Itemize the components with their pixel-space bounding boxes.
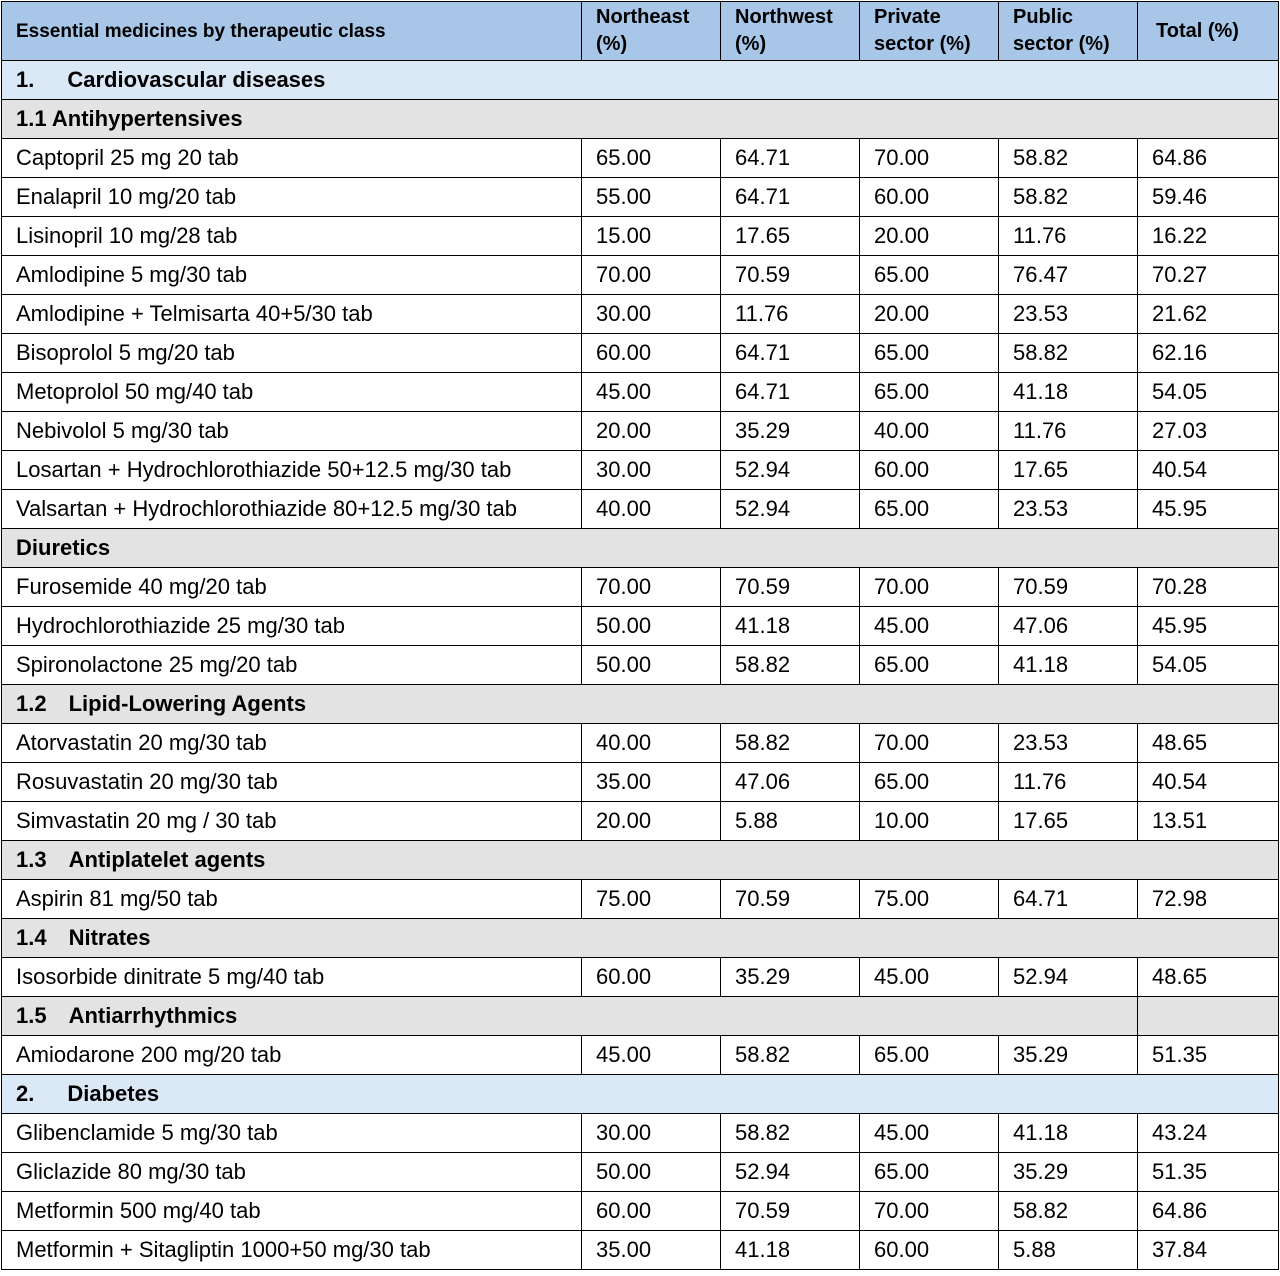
subsection-label: 1.1 Antihypertensives xyxy=(2,100,1279,139)
northwest-value: 17.65 xyxy=(721,217,860,256)
total-value: 43.24 xyxy=(1138,1114,1279,1153)
subsection-row xyxy=(2,841,1279,880)
northwest-value: 64.71 xyxy=(721,178,860,217)
total-value: 72.98 xyxy=(1138,880,1279,919)
private-sector-value: 45.00 xyxy=(860,607,999,646)
header-northeast: Northeast (%) xyxy=(582,2,721,61)
medicine-name: Bisoprolol 5 mg/20 tab xyxy=(2,334,582,373)
northwest-value: 52.94 xyxy=(721,490,860,529)
northwest-value: 52.94 xyxy=(721,451,860,490)
table-row xyxy=(2,607,1279,646)
header-public-sector: Public sector (%) xyxy=(999,2,1138,61)
public-sector-value: 11.76 xyxy=(999,217,1138,256)
northeast-value: 50.00 xyxy=(582,646,721,685)
section-row xyxy=(2,1075,1279,1114)
subsection-row xyxy=(2,100,1279,139)
private-sector-value: 65.00 xyxy=(860,763,999,802)
total-value: 70.27 xyxy=(1138,256,1279,295)
northwest-value: 35.29 xyxy=(721,958,860,997)
table-row xyxy=(2,1036,1279,1075)
total-value: 27.03 xyxy=(1138,412,1279,451)
public-sector-value: 58.82 xyxy=(999,1192,1138,1231)
private-sector-value: 65.00 xyxy=(860,1153,999,1192)
table-row xyxy=(2,646,1279,685)
northeast-value: 40.00 xyxy=(582,724,721,763)
table-row xyxy=(2,217,1279,256)
medicine-name: Amiodarone 200 mg/20 tab xyxy=(2,1036,582,1075)
medicine-name: Rosuvastatin 20 mg/30 tab xyxy=(2,763,582,802)
northeast-value: 70.00 xyxy=(582,568,721,607)
private-sector-value: 20.00 xyxy=(860,217,999,256)
northeast-value: 20.00 xyxy=(582,802,721,841)
private-sector-value: 75.00 xyxy=(860,880,999,919)
total-value: 13.51 xyxy=(1138,802,1279,841)
northwest-value: 52.94 xyxy=(721,1153,860,1192)
table-row xyxy=(2,802,1279,841)
northeast-value: 30.00 xyxy=(582,451,721,490)
private-sector-value: 45.00 xyxy=(860,958,999,997)
northwest-value: 58.82 xyxy=(721,724,860,763)
table-row xyxy=(2,490,1279,529)
public-sector-value: 35.29 xyxy=(999,1153,1138,1192)
private-sector-value: 60.00 xyxy=(860,1231,999,1270)
northwest-value: 70.59 xyxy=(721,568,860,607)
northeast-value: 35.00 xyxy=(582,763,721,802)
empty-cell xyxy=(1138,997,1279,1036)
northeast-value: 45.00 xyxy=(582,1036,721,1075)
public-sector-value: 23.53 xyxy=(999,490,1138,529)
medicine-name: Isosorbide dinitrate 5 mg/40 tab xyxy=(2,958,582,997)
northwest-value: 47.06 xyxy=(721,763,860,802)
table-row xyxy=(2,1231,1279,1270)
subsection-row xyxy=(2,919,1279,958)
total-value: 54.05 xyxy=(1138,646,1279,685)
total-value: 70.28 xyxy=(1138,568,1279,607)
total-value: 51.35 xyxy=(1138,1036,1279,1075)
header-private-sector: Private sector (%) xyxy=(860,2,999,61)
private-sector-value: 20.00 xyxy=(860,295,999,334)
total-value: 62.16 xyxy=(1138,334,1279,373)
northeast-value: 40.00 xyxy=(582,490,721,529)
public-sector-value: 41.18 xyxy=(999,1114,1138,1153)
northwest-value: 58.82 xyxy=(721,1036,860,1075)
total-value: 40.54 xyxy=(1138,763,1279,802)
public-sector-value: 52.94 xyxy=(999,958,1138,997)
medicine-name: Glibenclamide 5 mg/30 tab xyxy=(2,1114,582,1153)
header-total: Total (%) xyxy=(1138,2,1279,61)
northwest-value: 64.71 xyxy=(721,373,860,412)
northeast-value: 50.00 xyxy=(582,607,721,646)
medicine-name: Furosemide 40 mg/20 tab xyxy=(2,568,582,607)
private-sector-value: 65.00 xyxy=(860,334,999,373)
subsection-row xyxy=(2,529,1279,568)
table-row xyxy=(2,295,1279,334)
subsection-label: 1.5 Antiarrhythmics xyxy=(2,997,1138,1036)
public-sector-value: 76.47 xyxy=(999,256,1138,295)
northeast-value: 15.00 xyxy=(582,217,721,256)
northeast-value: 60.00 xyxy=(582,334,721,373)
header-medicine-class: Essential medicines by therapeutic class xyxy=(2,2,582,61)
medicine-name: Simvastatin 20 mg / 30 tab xyxy=(2,802,582,841)
total-value: 40.54 xyxy=(1138,451,1279,490)
table-row xyxy=(2,139,1279,178)
medicine-name: Captopril 25 mg 20 tab xyxy=(2,139,582,178)
medicine-name: Atorvastatin 20 mg/30 tab xyxy=(2,724,582,763)
table-row xyxy=(2,178,1279,217)
private-sector-value: 65.00 xyxy=(860,373,999,412)
subsection-row xyxy=(2,685,1279,724)
private-sector-value: 65.00 xyxy=(860,256,999,295)
total-value: 37.84 xyxy=(1138,1231,1279,1270)
medicine-name: Metoprolol 50 mg/40 tab xyxy=(2,373,582,412)
total-value: 45.95 xyxy=(1138,607,1279,646)
table-row xyxy=(2,1153,1279,1192)
northwest-value: 64.71 xyxy=(721,139,860,178)
section-label: 1. Cardiovascular diseases xyxy=(2,61,1279,100)
private-sector-value: 70.00 xyxy=(860,1192,999,1231)
private-sector-value: 65.00 xyxy=(860,646,999,685)
private-sector-value: 70.00 xyxy=(860,139,999,178)
medicine-name: Metformin + Sitagliptin 1000+50 mg/30 tab xyxy=(2,1231,582,1270)
subsection-label: 1.2 Lipid-Lowering Agents xyxy=(2,685,1279,724)
medicine-name: Metformin 500 mg/40 tab xyxy=(2,1192,582,1231)
northeast-value: 50.00 xyxy=(582,1153,721,1192)
northeast-value: 30.00 xyxy=(582,295,721,334)
medicine-name: Amlodipine 5 mg/30 tab xyxy=(2,256,582,295)
public-sector-value: 23.53 xyxy=(999,724,1138,763)
medicine-name: Nebivolol 5 mg/30 tab xyxy=(2,412,582,451)
subsection-label: 1.3 Antiplatelet agents xyxy=(2,841,1279,880)
private-sector-value: 10.00 xyxy=(860,802,999,841)
public-sector-value: 23.53 xyxy=(999,295,1138,334)
public-sector-value: 47.06 xyxy=(999,607,1138,646)
northeast-value: 55.00 xyxy=(582,178,721,217)
total-value: 16.22 xyxy=(1138,217,1279,256)
medicine-name: Enalapril 10 mg/20 tab xyxy=(2,178,582,217)
table-row xyxy=(2,373,1279,412)
northwest-value: 64.71 xyxy=(721,334,860,373)
subsection-label: 1.4 Nitrates xyxy=(2,919,1279,958)
medicine-availability-table xyxy=(1,1,1279,1270)
medicine-name: Aspirin 81 mg/50 tab xyxy=(2,880,582,919)
table-row xyxy=(2,451,1279,490)
table-body xyxy=(2,61,1279,1270)
medicine-name: Losartan + Hydrochlorothiazide 50+12.5 mg/30 tab xyxy=(2,451,582,490)
total-value: 59.46 xyxy=(1138,178,1279,217)
table-row xyxy=(2,763,1279,802)
total-value: 64.86 xyxy=(1138,139,1279,178)
medicine-name: Hydrochlorothiazide 25 mg/30 tab xyxy=(2,607,582,646)
table-row xyxy=(2,880,1279,919)
northwest-value: 70.59 xyxy=(721,256,860,295)
northwest-value: 11.76 xyxy=(721,295,860,334)
private-sector-value: 45.00 xyxy=(860,1114,999,1153)
northeast-value: 30.00 xyxy=(582,1114,721,1153)
table-row xyxy=(2,256,1279,295)
public-sector-value: 64.71 xyxy=(999,880,1138,919)
total-value: 21.62 xyxy=(1138,295,1279,334)
subsection-row xyxy=(2,997,1279,1036)
header-northwest: Northwest (%) xyxy=(721,2,860,61)
private-sector-value: 65.00 xyxy=(860,490,999,529)
table-row xyxy=(2,724,1279,763)
table-row xyxy=(2,334,1279,373)
total-value: 51.35 xyxy=(1138,1153,1279,1192)
northwest-value: 5.88 xyxy=(721,802,860,841)
total-value: 48.65 xyxy=(1138,724,1279,763)
northwest-value: 70.59 xyxy=(721,1192,860,1231)
public-sector-value: 11.76 xyxy=(999,412,1138,451)
medicine-name: Lisinopril 10 mg/28 tab xyxy=(2,217,582,256)
private-sector-value: 60.00 xyxy=(860,178,999,217)
medicine-name: Gliclazide 80 mg/30 tab xyxy=(2,1153,582,1192)
northeast-value: 35.00 xyxy=(582,1231,721,1270)
public-sector-value: 5.88 xyxy=(999,1231,1138,1270)
public-sector-value: 17.65 xyxy=(999,802,1138,841)
public-sector-value: 11.76 xyxy=(999,763,1138,802)
table-row xyxy=(2,412,1279,451)
public-sector-value: 35.29 xyxy=(999,1036,1138,1075)
medicine-name: Valsartan + Hydrochlorothiazide 80+12.5 mg/30 tab xyxy=(2,490,582,529)
northwest-value: 58.82 xyxy=(721,1114,860,1153)
section-row xyxy=(2,61,1279,100)
total-value: 48.65 xyxy=(1138,958,1279,997)
medicine-name: Amlodipine + Telmisarta 40+5/30 tab xyxy=(2,295,582,334)
private-sector-value: 70.00 xyxy=(860,724,999,763)
private-sector-value: 65.00 xyxy=(860,1036,999,1075)
public-sector-value: 58.82 xyxy=(999,334,1138,373)
northwest-value: 41.18 xyxy=(721,607,860,646)
public-sector-value: 70.59 xyxy=(999,568,1138,607)
northwest-value: 70.59 xyxy=(721,880,860,919)
private-sector-value: 70.00 xyxy=(860,568,999,607)
total-value: 64.86 xyxy=(1138,1192,1279,1231)
table-row xyxy=(2,1192,1279,1231)
public-sector-value: 58.82 xyxy=(999,139,1138,178)
public-sector-value: 41.18 xyxy=(999,373,1138,412)
header-row xyxy=(2,2,1279,61)
private-sector-value: 60.00 xyxy=(860,451,999,490)
northeast-value: 70.00 xyxy=(582,256,721,295)
northeast-value: 75.00 xyxy=(582,880,721,919)
northwest-value: 58.82 xyxy=(721,646,860,685)
public-sector-value: 58.82 xyxy=(999,178,1138,217)
northeast-value: 20.00 xyxy=(582,412,721,451)
public-sector-value: 17.65 xyxy=(999,451,1138,490)
public-sector-value: 41.18 xyxy=(999,646,1138,685)
medicine-name: Spironolactone 25 mg/20 tab xyxy=(2,646,582,685)
northeast-value: 60.00 xyxy=(582,1192,721,1231)
northwest-value: 35.29 xyxy=(721,412,860,451)
total-value: 54.05 xyxy=(1138,373,1279,412)
northwest-value: 41.18 xyxy=(721,1231,860,1270)
table-row xyxy=(2,1114,1279,1153)
table-row xyxy=(2,568,1279,607)
northeast-value: 45.00 xyxy=(582,373,721,412)
northeast-value: 60.00 xyxy=(582,958,721,997)
private-sector-value: 40.00 xyxy=(860,412,999,451)
total-value: 45.95 xyxy=(1138,490,1279,529)
table-row xyxy=(2,958,1279,997)
northeast-value: 65.00 xyxy=(582,139,721,178)
section-label: 2. Diabetes xyxy=(2,1075,1279,1114)
subsection-label: Diuretics xyxy=(2,529,1279,568)
